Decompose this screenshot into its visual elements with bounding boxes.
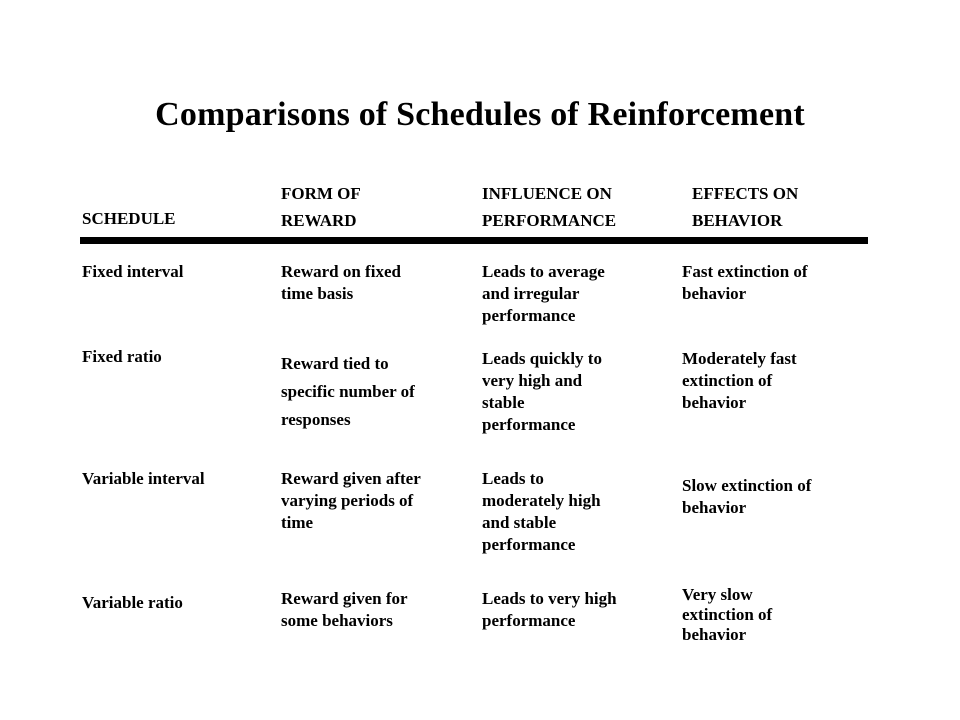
row-fixed-interval-effects: Fast extinction of behavior (682, 262, 808, 303)
page-title: Comparisons of Schedules of Reinforcement (155, 96, 805, 133)
row-variable-interval-influence: Leads to moderately high and stable performance (482, 469, 601, 554)
row-fixed-ratio-schedule: Fixed ratio (82, 347, 162, 366)
row-variable-interval-form: Reward given after varying periods of time (281, 469, 421, 532)
row-fixed-ratio-influence: Leads quickly to very high and stable performance (482, 349, 602, 434)
row-fixed-interval-form: Reward on fixed time basis (281, 262, 401, 303)
row-fixed-interval-influence: Leads to average and irregular performance (482, 262, 605, 325)
row-fixed-ratio-form: Reward tied to specific number of responses (281, 354, 415, 429)
row-variable-interval-schedule: Variable interval (82, 469, 205, 488)
header-form-of-reward: FORM OF REWARD (281, 184, 361, 230)
header-schedule: SCHEDULE (82, 209, 176, 228)
header-influence-on-performance: INFLUENCE ON PERFORMANCE (482, 184, 617, 230)
row-fixed-ratio-effects: Moderately fast extinction of behavior (682, 349, 797, 412)
header-effects-on-behavior: EFFECTS ON BEHAVIOR (692, 184, 799, 230)
row-variable-ratio-form: Reward given for some behaviors (281, 589, 408, 630)
header-divider (80, 237, 868, 244)
row-variable-ratio-influence: Leads to very high performance (482, 589, 617, 630)
row-variable-ratio-effects: Very slow extinction of behavior (682, 585, 773, 644)
row-variable-interval-effects: Slow extinction of behavior (682, 476, 812, 517)
row-fixed-interval-schedule: Fixed interval (82, 262, 184, 281)
row-variable-ratio-schedule: Variable ratio (82, 593, 183, 612)
